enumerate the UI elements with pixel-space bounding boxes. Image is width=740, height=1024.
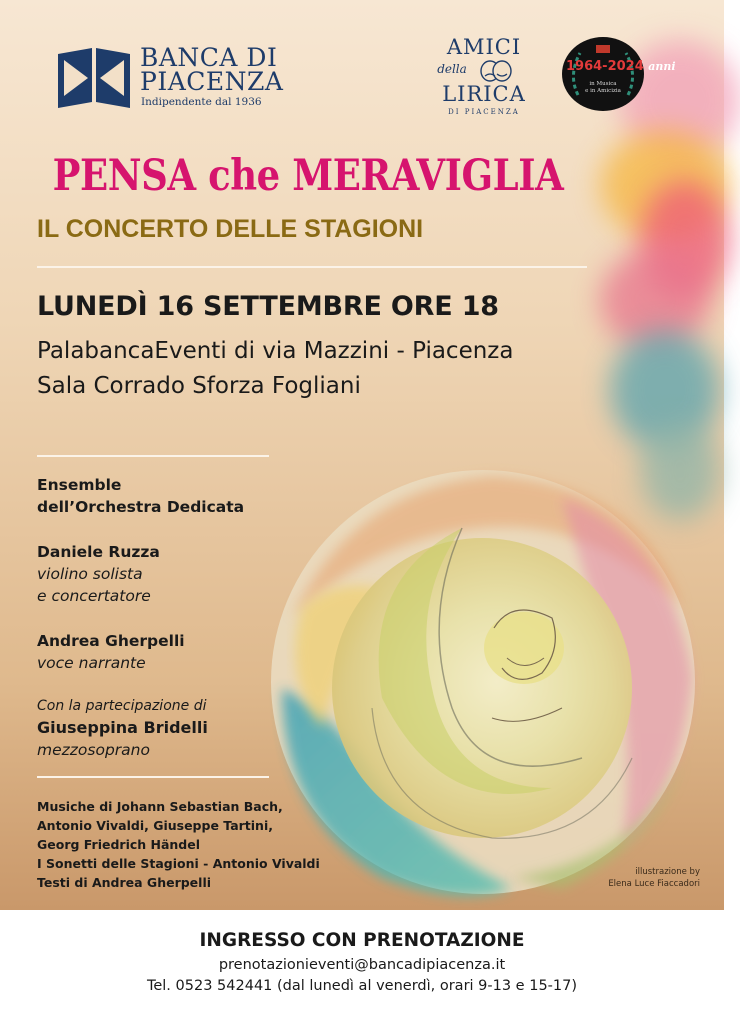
- event-title: PENSA che MERAVIGLIA: [52, 151, 564, 201]
- event-room: Sala Corrado Sforza Fogliani: [37, 373, 361, 399]
- cast-narrator: [37, 630, 297, 674]
- narrator-role: voce narrante: [37, 654, 146, 672]
- booking-phone: Tel. 0523 542441 (dal lunedì al venerdì, orari 9-13 e 15-17): [146, 978, 578, 994]
- bank-emblem-icon: [58, 48, 130, 108]
- violinist-role-line-2: e concertatore: [37, 587, 151, 605]
- theatre-masks-icon: [476, 60, 516, 82]
- cast-guest: [37, 695, 297, 761]
- bank-name: [140, 43, 284, 96]
- amici-line-4: DI PIACENZA: [448, 108, 520, 116]
- bank-tagline: Indipendente dal 1936: [141, 96, 262, 108]
- guest-name: Giuseppina Bridelli: [37, 718, 208, 737]
- booking-heading: INGRESSO CON PRENOTAZIONE: [199, 930, 525, 951]
- program-line: Musiche di Johann Sebastian Bach,: [37, 799, 283, 814]
- credit-line-2: Elena Luce Fiaccadori: [608, 879, 700, 889]
- narrator-name: Andrea Gherpelli: [37, 632, 185, 650]
- guest-role: mezzosoprano: [37, 741, 150, 759]
- program-line: Antonio Vivaldi, Giuseppe Tartini,: [37, 818, 273, 833]
- cast-ensemble: [37, 474, 297, 518]
- laurel-wreath-icon: [562, 37, 676, 111]
- guest-intro: Con la partecipazione di: [37, 698, 207, 714]
- program-line: I Sonetti delle Stagioni - Antonio Vivaldi: [37, 856, 320, 871]
- credit-line-1: illustrazione by: [635, 867, 700, 877]
- program-line: Testi di Andrea Gherpelli: [37, 875, 212, 890]
- cast-violinist: [37, 541, 297, 607]
- bank-logo: [58, 43, 298, 112]
- anniversary-years: 1964-2024 anni: [566, 59, 676, 74]
- cast-ensemble-line-2: dell’Orchestra Dedicata: [37, 498, 245, 516]
- amici-line-1: AMICI: [446, 35, 522, 59]
- cast-ensemble-line-1: Ensemble: [37, 476, 122, 494]
- divider: [37, 776, 269, 778]
- amici-line-2: della: [437, 62, 467, 76]
- violinist-role-line-1: violino solista: [37, 565, 143, 583]
- divider: [37, 455, 269, 457]
- violinist-name: Daniele Ruzza: [37, 543, 160, 561]
- divider: [37, 266, 587, 268]
- booking-email[interactable]: prenotazionieventi@bancadipiacenza.it: [218, 957, 506, 973]
- booking-footer: [0, 910, 724, 1024]
- amici-line-3: LIRICA: [442, 82, 526, 106]
- illustration-credit: [560, 866, 700, 890]
- event-venue: PalabancaEventi di via Mazzini - Piacenza: [37, 338, 514, 364]
- program-line: Georg Friedrich Händel: [37, 837, 201, 852]
- event-subtitle: IL CONCERTO DELLE STAGIONI: [37, 215, 424, 243]
- amici-lirica-logo: [432, 36, 536, 120]
- anniversary-badge: [562, 37, 676, 111]
- event-date: LUNEDÌ 16 SETTEMBRE ORE 18: [37, 291, 499, 322]
- watercolor-illustration: [262, 458, 704, 906]
- bank-name-line-2: PIACENZA: [140, 67, 284, 96]
- anniversary-tagline: in Musica e in Amicizia: [585, 81, 621, 94]
- bank-name-line-1: BANCA DI: [140, 43, 278, 72]
